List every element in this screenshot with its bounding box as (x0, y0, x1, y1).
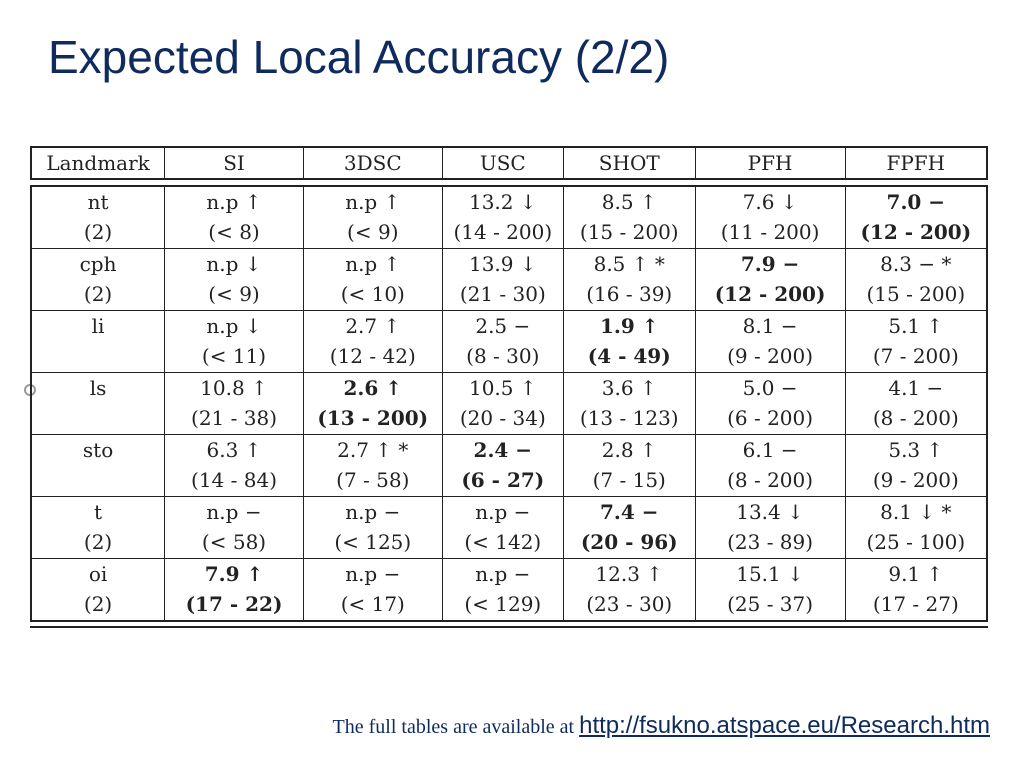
value-cell (165, 249, 304, 311)
error-value: 7.9 ↑ (204, 562, 264, 586)
table-row (31, 311, 987, 373)
table-row (31, 249, 987, 311)
scale-range: (12 - 200) (714, 282, 826, 306)
landmark-count (32, 465, 164, 495)
scale-range: (< 10) (340, 282, 405, 306)
table-row (31, 559, 987, 622)
error-value: 8.1 − (742, 314, 798, 338)
scale-range: (11 - 200) (720, 220, 820, 244)
accuracy-table (30, 146, 990, 628)
scale-range: (7 - 200) (872, 344, 959, 368)
research-link[interactable]: http://fsukno.atspace.eu/Research.htm (579, 712, 990, 739)
header-row (31, 147, 987, 179)
error-value: 7.9 − (740, 252, 800, 276)
error-value: 8.5 ↑ (601, 190, 657, 214)
landmark-cell (31, 559, 165, 622)
landmark-cell (31, 249, 165, 311)
value-cell (442, 559, 563, 622)
scale-range: (12 - 42) (329, 344, 416, 368)
value-cell (845, 249, 987, 311)
scale-range: (25 - 100) (866, 530, 966, 554)
value-cell (165, 186, 304, 249)
error-value: 13.4 ↓ (736, 500, 804, 524)
value-cell (695, 435, 845, 497)
scale-range: (25 - 37) (727, 592, 814, 616)
error-value: n.p ↓ (206, 314, 262, 338)
scale-range: (20 - 34) (459, 406, 546, 430)
scale-range: (< 129) (464, 592, 542, 616)
scale-range: (15 - 200) (866, 282, 966, 306)
error-value: n.p − (475, 562, 531, 586)
landmark-count (32, 403, 164, 433)
scale-range: (< 11) (201, 344, 267, 368)
scale-range: (< 17) (340, 592, 405, 616)
landmark-cell (31, 435, 165, 497)
table-row (31, 497, 987, 559)
landmark-count: (2) (83, 220, 113, 244)
header-landmark: Landmark (46, 151, 150, 175)
value-cell (303, 559, 442, 622)
header-shot: SHOT (563, 147, 695, 179)
value-cell (165, 311, 304, 373)
error-value: 7.4 − (599, 500, 659, 524)
header-3dsc: 3DSC (303, 147, 442, 179)
scale-range: (14 - 200) (453, 220, 553, 244)
landmark-name: cph (79, 252, 117, 276)
error-value: 6.3 ↑ (206, 438, 262, 462)
scale-range: (< 9) (208, 282, 260, 306)
landmark-name: t (94, 500, 103, 524)
error-value: 2.8 ↑ (601, 438, 657, 462)
value-cell (442, 249, 563, 311)
scale-range: (13 - 123) (579, 406, 679, 430)
error-value: n.p ↓ (206, 252, 262, 276)
value-cell (563, 435, 695, 497)
landmark-name: oi (88, 562, 108, 586)
scale-range: (15 - 200) (579, 220, 679, 244)
value-cell (442, 435, 563, 497)
landmark-name: nt (87, 190, 109, 214)
error-value: 9.1 ↑ (888, 562, 944, 586)
footer-note (333, 712, 990, 740)
error-value: 12.3 ↑ (595, 562, 664, 586)
scale-range: (6 - 200) (727, 406, 814, 430)
scale-range: (7 - 15) (592, 468, 666, 492)
scale-range: (23 - 89) (727, 530, 814, 554)
value-cell (303, 435, 442, 497)
value-cell (165, 497, 304, 559)
error-value: n.p − (345, 562, 401, 586)
value-cell (845, 186, 987, 249)
value-cell (695, 497, 845, 559)
scale-range: (21 - 38) (191, 406, 277, 430)
error-value: 5.0 − (742, 376, 798, 400)
value-cell (563, 186, 695, 249)
slide-title: Expected Local Accuracy (2/2) (48, 31, 670, 83)
scale-range: (9 - 200) (727, 344, 814, 368)
scale-range: (< 8) (208, 220, 260, 244)
scale-range: (6 - 27) (461, 468, 545, 492)
table-row (31, 186, 987, 249)
error-value: n.p − (206, 500, 262, 524)
value-cell (695, 311, 845, 373)
landmark-name: ls (89, 376, 107, 400)
scale-range: (16 - 39) (586, 282, 673, 306)
value-cell (303, 311, 442, 373)
error-value: 2.4 − (473, 438, 533, 462)
error-value: 4.1 − (888, 376, 944, 400)
value-cell (845, 311, 987, 373)
landmark-cell (31, 186, 165, 249)
scale-range: (20 - 96) (580, 530, 678, 554)
table-row (31, 435, 987, 497)
error-value: 8.3 − * (880, 252, 952, 276)
value-cell (165, 559, 304, 622)
header-pfh: PFH (695, 147, 845, 179)
value-cell (845, 373, 987, 435)
footer-text: The full tables are available at (332, 716, 575, 738)
value-cell (845, 559, 987, 622)
error-value: 7.6 ↓ (742, 190, 798, 214)
value-cell (563, 373, 695, 435)
value-cell (442, 497, 563, 559)
landmark-cell (31, 311, 165, 373)
error-value: 10.8 ↑ (200, 376, 268, 400)
error-value: 2.6 ↑ (343, 376, 403, 400)
value-cell (695, 559, 845, 622)
scale-range: (8 - 200) (727, 468, 814, 492)
error-value: 13.9 ↓ (468, 252, 537, 276)
scale-range: (< 142) (464, 530, 542, 554)
value-cell (165, 435, 304, 497)
error-value: n.p − (475, 500, 531, 524)
value-cell (695, 249, 845, 311)
landmark-count: (2) (83, 282, 113, 306)
scale-range: (4 - 49) (587, 344, 671, 368)
value-cell (303, 373, 442, 435)
scale-range: (8 - 30) (466, 344, 540, 368)
table-header (30, 146, 988, 180)
error-value: 5.1 ↑ (888, 314, 944, 338)
scale-range: (9 - 200) (872, 468, 959, 492)
value-cell (563, 311, 695, 373)
error-value: 3.6 ↑ (601, 376, 657, 400)
error-value: n.p − (345, 500, 401, 524)
scale-range: (23 - 30) (586, 592, 673, 616)
table-bottom-rule (30, 626, 988, 628)
scale-range: (13 - 200) (317, 406, 429, 430)
error-value: n.p ↑ (345, 190, 401, 214)
error-value: 15.1 ↓ (736, 562, 804, 586)
table-row (31, 373, 987, 435)
scale-range: (21 - 30) (459, 282, 546, 306)
landmark-name: li (91, 314, 105, 338)
header-si: SI (165, 147, 304, 179)
error-value: 2.7 ↑ * (337, 438, 409, 462)
error-value: 7.0 − (886, 190, 946, 214)
landmark-count: (2) (83, 530, 113, 554)
value-cell (165, 373, 304, 435)
value-cell (845, 497, 987, 559)
scale-range: (< 9) (347, 220, 399, 244)
value-cell (845, 435, 987, 497)
header-fpfh: FPFH (845, 147, 987, 179)
landmark-cell (31, 373, 165, 435)
value-cell (695, 186, 845, 249)
value-cell (303, 186, 442, 249)
landmark-count (32, 341, 164, 371)
value-cell (442, 311, 563, 373)
error-value: n.p ↑ (206, 190, 262, 214)
scale-range: (8 - 200) (872, 406, 959, 430)
value-cell (442, 373, 563, 435)
value-cell (442, 186, 563, 249)
error-value: 8.5 ↑ * (593, 252, 665, 276)
value-cell (303, 249, 442, 311)
value-cell (303, 497, 442, 559)
value-cell (563, 497, 695, 559)
error-value: 13.2 ↓ (468, 190, 537, 214)
error-value: n.p ↑ (345, 252, 401, 276)
scale-range: (17 - 22) (185, 592, 283, 616)
scale-range: (14 - 84) (191, 468, 277, 492)
landmark-cell (31, 497, 165, 559)
scale-range: (12 - 200) (860, 220, 972, 244)
scale-range: (7 - 58) (336, 468, 410, 492)
value-cell (563, 249, 695, 311)
error-value: 5.3 ↑ (888, 438, 944, 462)
error-value: 10.5 ↑ (468, 376, 537, 400)
scale-range: (< 125) (334, 530, 412, 554)
landmark-name: sto (82, 438, 114, 462)
error-value: 2.7 ↑ (345, 314, 401, 338)
header-usc: USC (442, 147, 563, 179)
scale-range: (17 - 27) (872, 592, 959, 616)
error-value: 2.5 − (475, 314, 531, 338)
error-value: 8.1 ↓ * (880, 500, 952, 524)
value-cell (695, 373, 845, 435)
error-value: 6.1 − (742, 438, 798, 462)
table-body (30, 185, 988, 622)
error-value: 1.9 ↑ (599, 314, 659, 338)
landmark-count: (2) (83, 592, 113, 616)
value-cell (563, 559, 695, 622)
scale-range: (< 58) (201, 530, 267, 554)
